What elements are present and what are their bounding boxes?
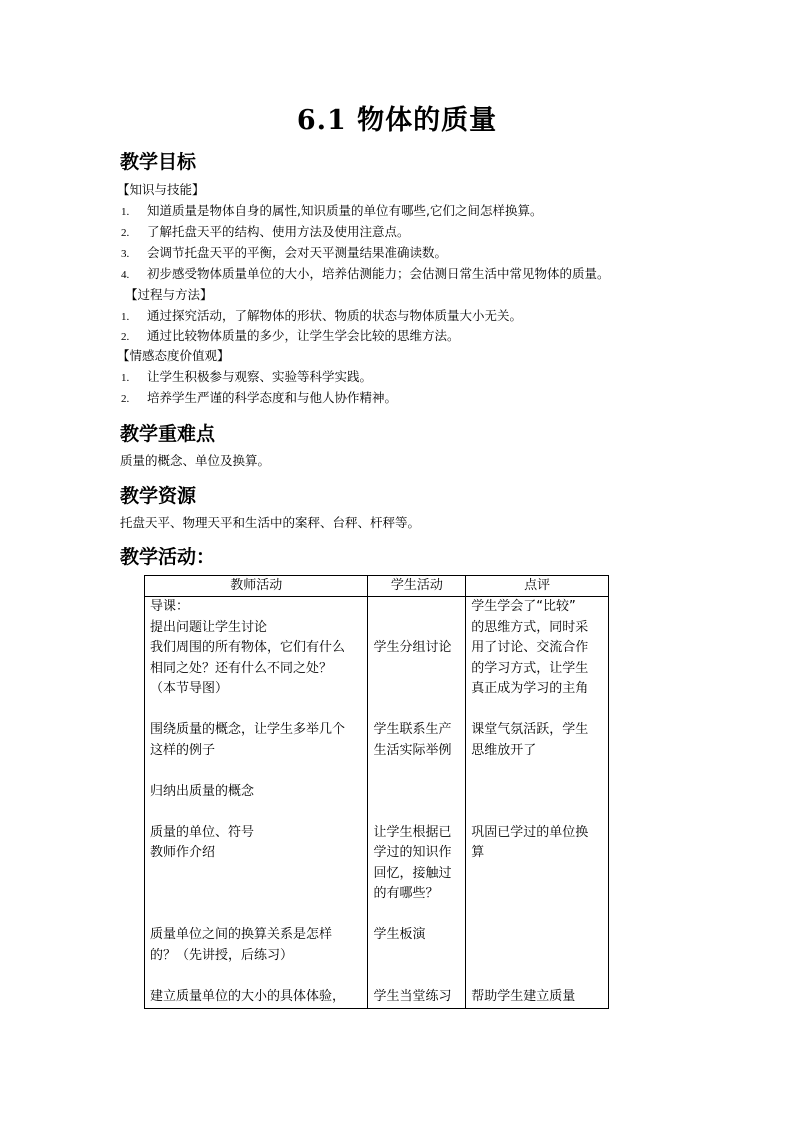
column-header-comment: 点评: [466, 576, 609, 597]
key-points-heading: 教学重难点: [120, 423, 216, 445]
list-item: 1. 让学生积极参与观察、实验等科学实践。: [121, 369, 373, 384]
comment-cell: 学生学会了“比较” 的思维方式，同时采 用了讨论、交流合作 的学习方式，让学生 真正成为学习的主角 课堂气氛活跃，学生 思维放开了 巩固已学过的单位换 算 帮助学生建立质量: [466, 597, 609, 1009]
process-label: 【过程与方法】: [125, 287, 213, 302]
column-header-student: 学生活动: [368, 576, 466, 597]
resources-text: 托盘天平、物理天平和生活中的案秤、台秤、杆秤等。: [120, 515, 421, 530]
list-item: 2. 了解托盘天平的结构、使用方法及使用注意点。: [121, 224, 410, 239]
list-item: 1. 通过探究活动，了解物体的形状、物质的状态与物体质量大小无关。: [121, 308, 523, 323]
page-title: 6.1 物体的质量: [296, 105, 498, 136]
teacher-activity-cell: 导课： 提出问题让学生讨论 我们周围的所有物体，它们有什么 相同之处？还有什么不同之处？ （本节导图） 围绕质量的概念，让学生多举几个 这样的例子 归纳出质量的概念 质量的单位、符号 教师作介绍 质量单位之间的换算关系是怎样 的？（先讲授，后练习） 建立质量单位的大小的具体体验，: [145, 597, 368, 1009]
objectives-heading: 教学目标: [120, 151, 197, 173]
student-activity-cell: 学生分组讨论 学生联系生产 生活实际举例 让学生根据已 学过的知识作 回忆，接触过 的有哪些？ 学生板演 学生当堂练习: [368, 597, 466, 1009]
key-points-text: 质量的概念、单位及换算。: [120, 453, 271, 468]
table-row: [145, 597, 609, 1009]
activity-table: [144, 575, 609, 1009]
list-item: 3. 会调节托盘天平的平衡，会对天平测量结果准确读数。: [121, 245, 448, 260]
list-item: 1. 知道质量是物体自身的属性,知识质量的单位有哪些,它们之间怎样换算。: [121, 203, 543, 218]
knowledge-label: 【知识与技能】: [117, 182, 205, 197]
list-item: 2. 通过比较物体质量的多少，让学生学会比较的思维方法。: [121, 328, 460, 343]
resources-heading: 教学资源: [120, 485, 197, 507]
column-header-teacher: 教师活动: [145, 576, 368, 597]
table-header-row: [145, 576, 609, 597]
list-item: 2. 培养学生严谨的科学态度和与他人协作精神。: [121, 390, 398, 405]
list-item: 4. 初步感受物体质量单位的大小，培养估测能力；会估测日常生活中常见物体的质量。: [121, 266, 610, 281]
activities-heading: 教学活动：: [120, 546, 216, 568]
attitude-label: 【情感态度价值观】: [117, 348, 230, 363]
